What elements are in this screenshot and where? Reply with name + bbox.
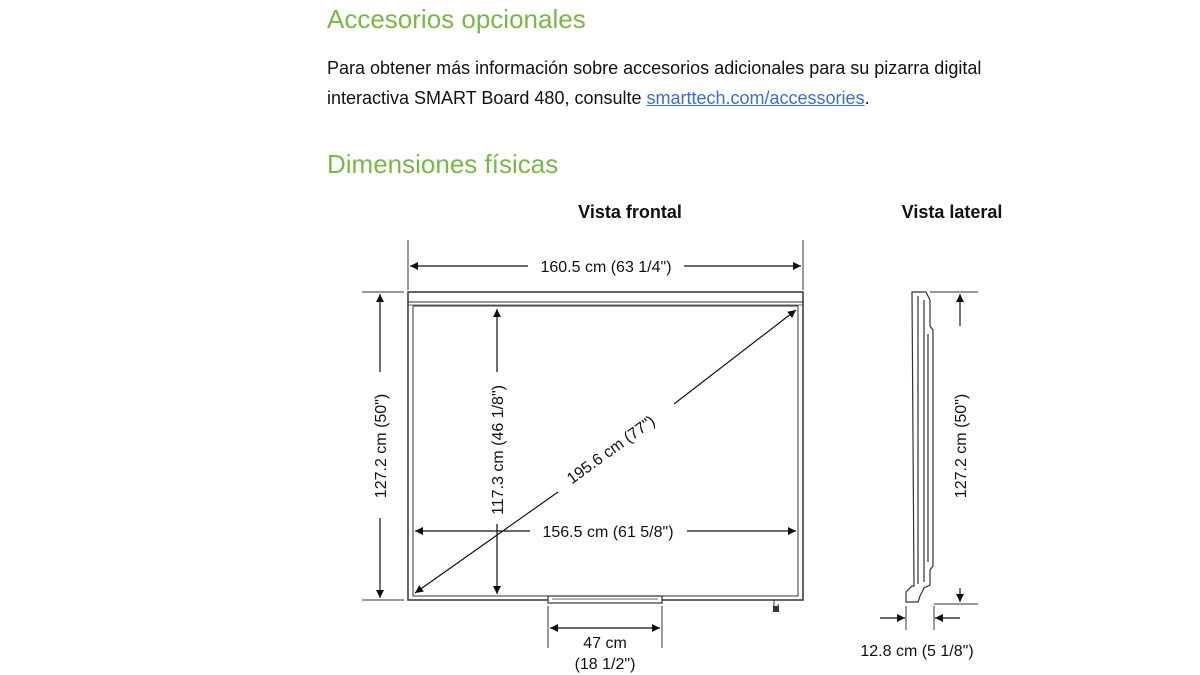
accessories-period: .	[864, 88, 870, 108]
front-extension-lines	[362, 240, 803, 648]
accessories-text: Para obtener más información sobre accesorios adicionales para su pizarra digital interactiva SMART Board 480, consulte	[327, 58, 982, 108]
side-depth-label: 12.8 cm (5 1/8")	[860, 643, 974, 660]
screen-height-dimension	[490, 309, 507, 594]
diagonal-label: 195.6 cm (77")	[564, 412, 659, 488]
screen-width-dimension	[415, 524, 796, 541]
tray-width-label-1: 47 cm	[583, 635, 627, 652]
side-height-dimension	[953, 294, 970, 602]
heading-accesorios: Accesorios opcionales	[327, 4, 586, 34]
side-board-drawing	[906, 292, 933, 602]
overall-width-label: 160.5 cm (63 1/4")	[540, 259, 672, 276]
front-view-title: Vista frontal	[578, 202, 682, 222]
screen-height-label: 117.3 cm (46 1/8")	[490, 385, 507, 515]
side-height-label: 127.2 cm (50")	[953, 393, 970, 499]
accessories-link[interactable]: smarttech.com/accessories	[646, 88, 865, 108]
tray-width-dimension	[550, 628, 660, 673]
tray-width-label-2: (18 1/2")	[574, 656, 636, 673]
overall-height-dimension	[373, 294, 390, 598]
heading-dimensiones: Dimensiones físicas	[327, 149, 559, 179]
overall-height-label: 127.2 cm (50")	[373, 393, 390, 499]
diagonal-dimension	[415, 310, 796, 593]
side-view-title: Vista lateral	[901, 202, 1003, 222]
side-depth-dimension	[860, 618, 973, 660]
overall-width-dimension	[410, 259, 801, 276]
screen-width-label: 156.5 cm (61 5/8")	[542, 524, 674, 541]
